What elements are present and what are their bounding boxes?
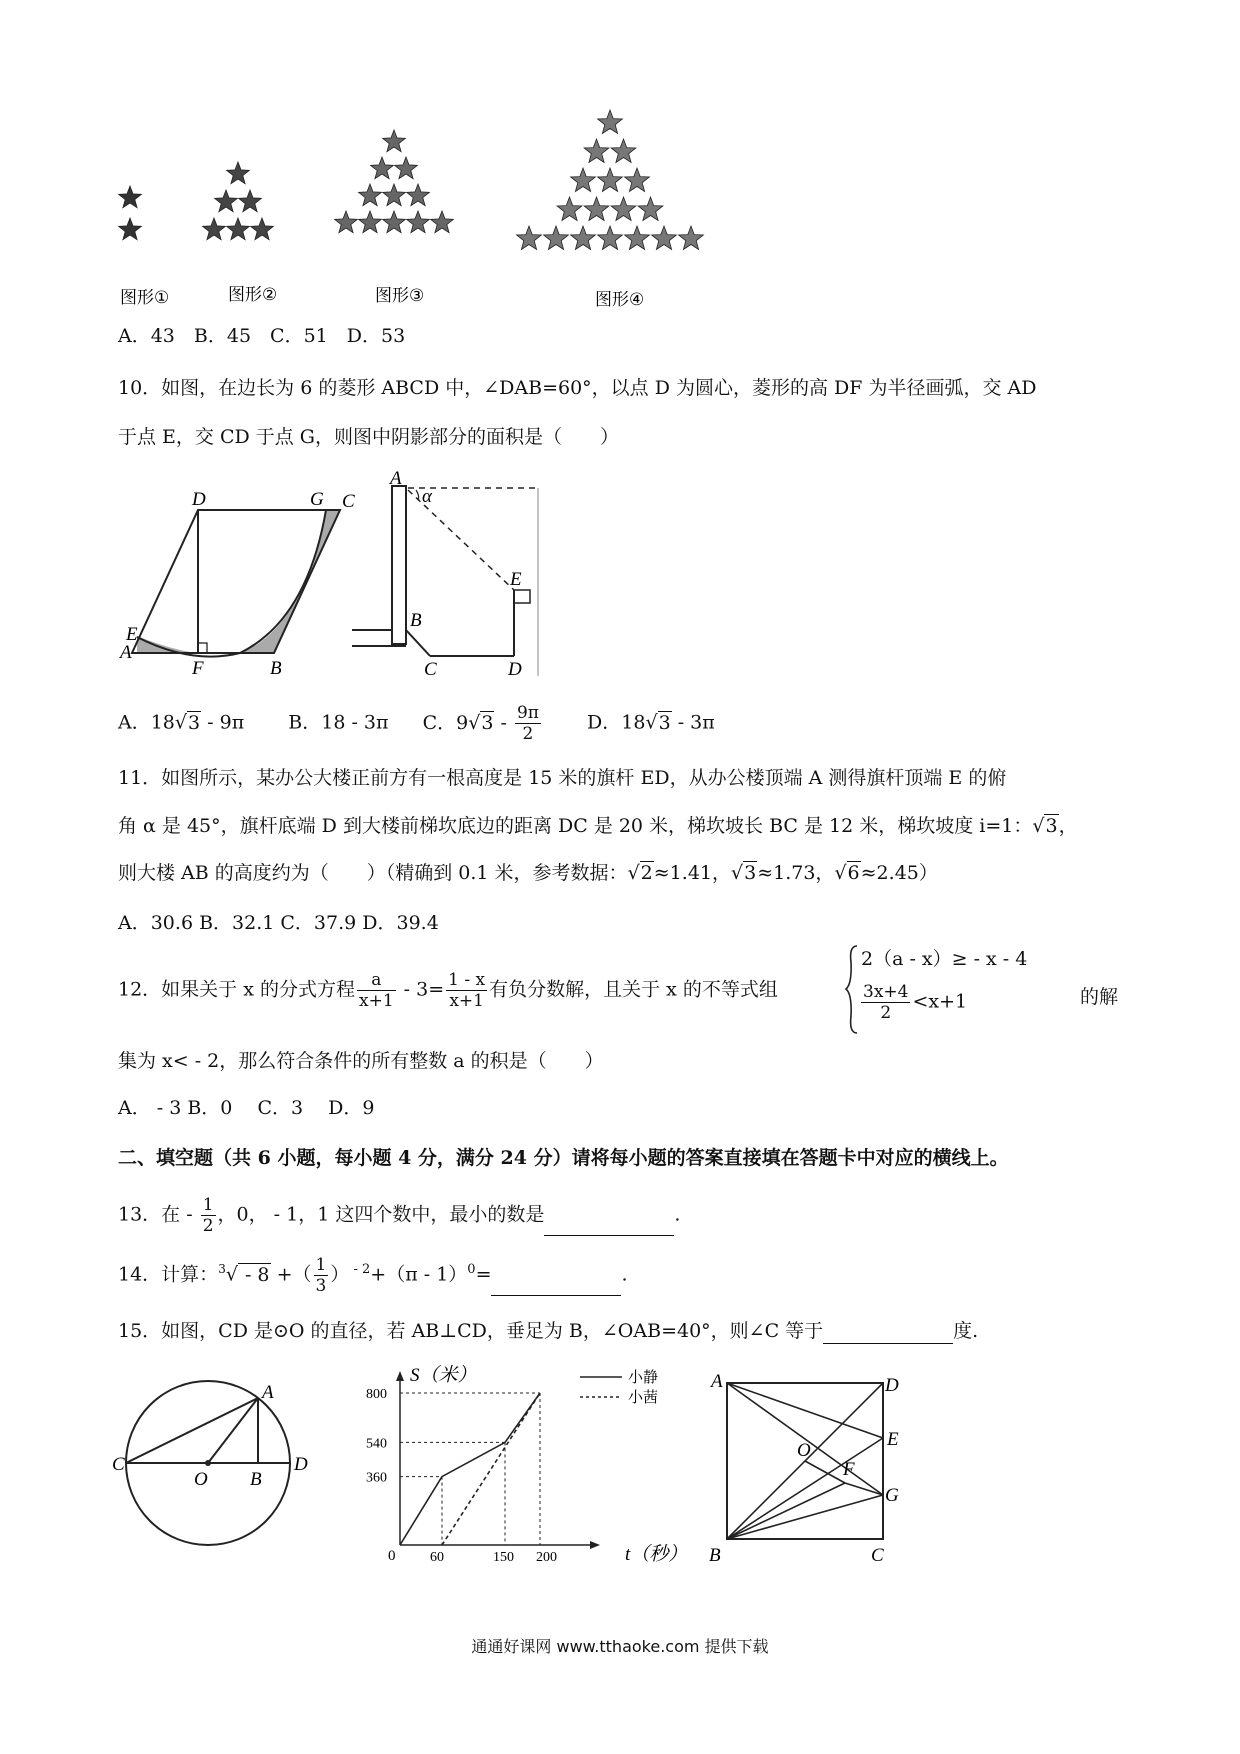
q11-options: A．30.6 B．32.1 C．37.9 D．39.4 — [118, 912, 439, 934]
q11-line2: 角 α 是 45°，旗杆底端 D 到大楼前梯坎底边的距离 DC 是 20 米，梯坎坡长 BC 是 12 米，梯坎坡度 i=1：√3， — [118, 815, 1078, 837]
section-2-heading: 二、填空题（共 6 小题，每小题 4 分，满分 24 分）请将每小题的答案直接填在答题卡中对应的横线上。 — [118, 1147, 1009, 1169]
label-f: F — [843, 1459, 855, 1480]
star-icon — [638, 197, 663, 221]
star-icon — [679, 226, 704, 250]
label-f: F — [192, 658, 204, 679]
star-icon — [407, 211, 430, 233]
label-o: O — [194, 1469, 208, 1490]
y-tick-label: 540 — [366, 1436, 387, 1452]
label-d: D — [885, 1375, 899, 1396]
inequality-2: $\frac{3x+4}{2}$ <x+1 — [863, 982, 968, 1023]
flag — [514, 590, 530, 603]
slope-bc — [406, 630, 430, 656]
y-tick-label: 800 — [366, 1387, 387, 1402]
star-icon — [407, 184, 430, 206]
series-line — [400, 1393, 540, 1545]
star-icon — [544, 226, 569, 250]
star-icon — [611, 197, 636, 221]
label-b: B — [709, 1545, 721, 1566]
q11-line1: 11．如图所示，某办公大楼正前方有一根高度是 15 米的旗杆 ED，从办公楼顶端 A 测得旗杆顶端 E 的俯 — [118, 767, 1007, 789]
label-o: O — [797, 1440, 811, 1461]
label-a: A — [262, 1382, 274, 1403]
answer-blank[interactable] — [823, 1321, 953, 1344]
y-tick-label: 360 — [366, 1470, 387, 1486]
q10-option-a: A．18√3 - 9π — [118, 711, 245, 734]
label-g: G — [885, 1485, 899, 1506]
inequality-1: 2（a - x）≥ - x - 4 — [861, 948, 1028, 970]
star-icon — [203, 218, 226, 240]
y-axis-label: S（米） — [410, 1365, 477, 1386]
q14: 14．计算：$^3$√ - 8 +（ $\frac{1}{3}$ ） $^{- 2}$+（π - 1）$^0$= . — [118, 1255, 628, 1296]
q12-line2: 集为 x< - 2，那么符合条件的所有整数 a 的积是（ ） — [118, 1050, 604, 1072]
label-c: C — [871, 1545, 884, 1566]
rhombus-figure — [112, 489, 362, 679]
star-icon — [584, 197, 609, 221]
label-d: D — [508, 659, 522, 680]
label-a: A — [711, 1371, 723, 1392]
center-dot — [205, 1460, 211, 1466]
star-icon — [571, 226, 596, 250]
star-icon — [625, 168, 650, 192]
origin-label: 0 — [388, 1548, 396, 1564]
x-tick-label: 200 — [536, 1550, 557, 1565]
page-footer: 通通好课网 www.tthaoke.com 提供下载 — [471, 1637, 769, 1656]
building — [392, 486, 406, 644]
star-icon — [383, 130, 406, 152]
figure-label: 图形① — [120, 288, 170, 308]
star-icon — [383, 211, 406, 233]
star-icon — [557, 197, 582, 221]
legend-label: 小茜 — [628, 1390, 659, 1406]
circle-figure — [112, 1378, 312, 1553]
label-b: B — [250, 1469, 262, 1490]
figure-label: 图形④ — [595, 290, 645, 310]
label-d: D — [192, 489, 206, 510]
star-icon — [625, 226, 650, 250]
star-icon — [517, 226, 542, 250]
q11-line3: 则大楼 AB 的高度约为（ ）（精确到 0.1 米，参考数据：√2≈1.41，√3≈1.73，√6≈2.45） — [118, 862, 938, 884]
label-e: E — [887, 1429, 899, 1450]
chord-ca — [126, 1398, 258, 1463]
label-b: B — [410, 610, 422, 631]
q10-option-d: D．18√3 - 3π — [587, 711, 715, 734]
q10-options — [118, 703, 715, 744]
x-tick-label: 60 — [430, 1550, 444, 1565]
shaded-region-right — [240, 510, 340, 653]
star-icon — [215, 190, 238, 212]
building-flagpole-figure — [350, 468, 550, 678]
star-icon — [611, 139, 636, 163]
square-figure — [705, 1371, 905, 1570]
star-icon — [119, 218, 142, 240]
legend-label: 小静 — [628, 1370, 659, 1386]
star-icon — [395, 157, 418, 179]
distance-time-chart — [360, 1365, 700, 1565]
segment-ag — [727, 1383, 883, 1495]
label-b: B — [270, 658, 282, 679]
star-icon — [239, 190, 262, 212]
star-icon — [598, 226, 623, 250]
label-d: D — [294, 1454, 308, 1475]
q10-option-b: B．18 - 3π — [288, 711, 389, 734]
label-alpha: α — [422, 486, 432, 507]
arc-eg — [137, 510, 326, 657]
star-icon — [584, 139, 609, 163]
star-icon — [383, 184, 406, 206]
rhombus — [132, 510, 340, 653]
star-icon — [371, 157, 394, 179]
label-a: A — [120, 642, 132, 663]
star-icon — [119, 186, 142, 208]
star-icon — [227, 162, 250, 184]
inequality-system — [845, 942, 1085, 1037]
label-c: C — [342, 491, 355, 512]
star-icon — [652, 226, 677, 250]
label-a: A — [390, 468, 402, 489]
x-axis-arrow — [590, 1541, 600, 1549]
answer-blank[interactable] — [544, 1213, 674, 1236]
q12-line1-end: 的解 — [1080, 986, 1119, 1008]
star-icon — [431, 211, 454, 233]
star-icon — [251, 218, 274, 240]
label-g: G — [310, 489, 324, 510]
segment-ae — [727, 1383, 883, 1438]
system-brace — [845, 942, 859, 1037]
label-c: C — [112, 1454, 125, 1475]
q10-line2: 于点 E，交 CD 于点 G，则图中阴影部分的面积是（ ） — [118, 426, 619, 448]
label-e: E — [510, 569, 522, 590]
star-icon — [227, 218, 250, 240]
star-icon — [571, 168, 596, 192]
y-axis-arrow — [396, 1371, 404, 1381]
label-c: C — [424, 659, 437, 680]
q12-line1: 12．如果关于 x 的分式方程 $\frac{a}{x+1}$ - 3= $\frac{1 - x}{x+1}$ 有负分数解，且关于 x 的不等式组 — [118, 970, 778, 1011]
x-tick-label: 150 — [493, 1550, 514, 1565]
star-icon — [359, 211, 382, 233]
right-angle-mark — [198, 643, 207, 653]
star-icon — [359, 184, 382, 206]
q9-options: A．43 B．45 C．51 D．53 — [118, 325, 406, 347]
q13: 13．在 - $\frac{1}{2}$ ，0， - 1，1 这四个数中，最小的数是 . — [118, 1195, 681, 1236]
q12-options: A． - 3 B．0 C．3 D．9 — [118, 1097, 375, 1119]
figure-label: 图形② — [228, 285, 278, 305]
label-e: E — [126, 624, 138, 645]
figure-label: 图形③ — [375, 286, 425, 306]
radius-oa — [208, 1398, 258, 1463]
star-icon — [598, 110, 623, 134]
star-pattern-figure — [110, 118, 810, 318]
x-axis-label: t（秒） — [625, 1544, 688, 1565]
q10-option-c: C．9√3 - $\frac{9\pi}{2}$ — [422, 703, 539, 744]
q10-line1: 10．如图，在边长为 6 的菱形 ABCD 中，∠DAB=60°，以点 D 为圆心，菱形的高 DF 为半径画弧，交 AD — [118, 377, 1037, 399]
segment-fg — [845, 1483, 883, 1495]
q15: 15．如图，CD 是⊙O 的直径，若 AB⊥CD，垂足为 B，∠OAB=40°，则∠C 等于 度. — [118, 1320, 979, 1342]
answer-blank[interactable] — [491, 1273, 621, 1296]
star-icon — [598, 168, 623, 192]
star-icon — [335, 211, 358, 233]
